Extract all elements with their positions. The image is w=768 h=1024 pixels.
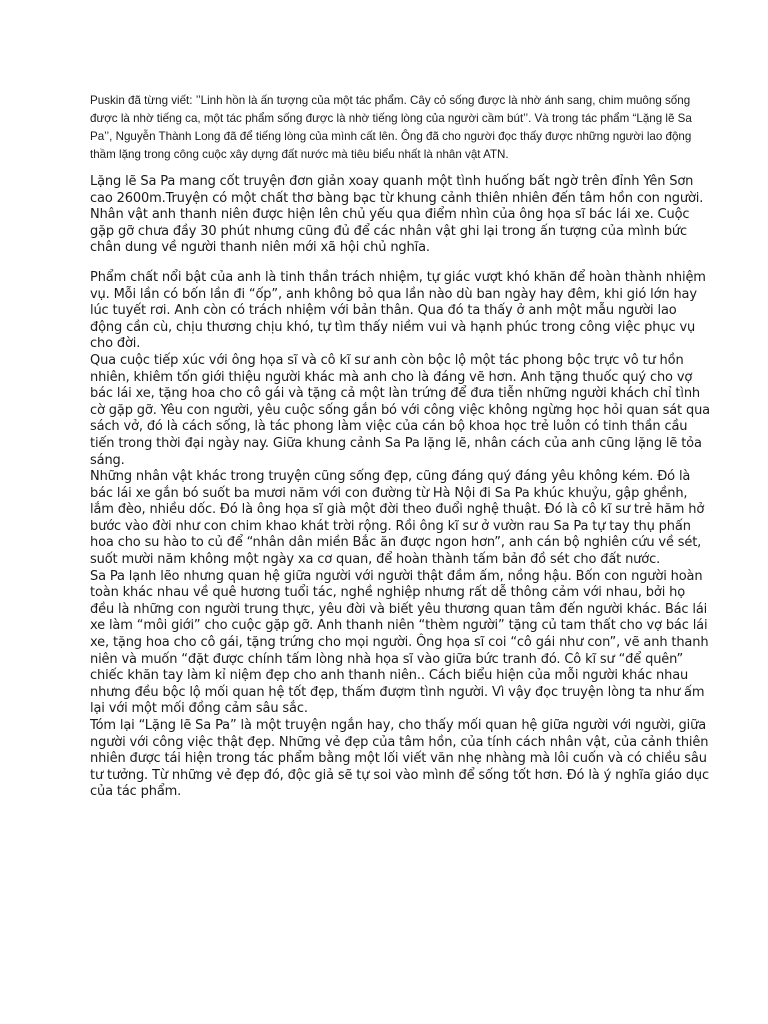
paragraph-conclusion: Tóm lại “Lặng lẽ Sa Pa” là một truyện ngắn hay, cho thấy mối quan hệ giữa người với người, giữa người với công việc thật đẹp. Những vẻ đẹp của tâm hồn, của tính cách nhân vật, của cảnh thiên nhiên được tái hiện trong tác phẩm bằng một lối viết văn nhẹ nhàng mà lôi cuốn và có chiều sâu tư tưởng. Từ những vẻ đẹp đó, độc giả sẽ tự soi vào mình để sống tốt hơn. Đó là ý nghĩa giáo dục của tác phẩm. <box>90 718 710 800</box>
intro-paragraph: Puskin đã từng viết: ’’Linh hồn là ấn tượng của một tác phẩm. Cây cỏ sống được là nhờ ánh sang, chim muông sống được là nhờ tiếng ca, một tác phẩm sống được là nhờ tiếng lòng của người cầm bút’’. Và trong tác phẩm “Lặng lẽ Sa Pa’’, Nguyễn Thành Long đã để tiếng lòng của mình cất lên. Ông đã cho người đọc thấy được những người lao động thầm lặng trong công cuộc xây dựng đất nước mà tiêu biểu nhất là nhân vật ATN. <box>90 94 692 161</box>
paragraph-plot: Lặng lẽ Sa Pa mang cốt truyện đơn giản xoay quanh một tình huống bất ngờ trên đỉnh Yên Sơn cao 2600m.Truyện có một chất thơ bàng bạc từ khung cảnh thiên nhiên đến tâm hồn con người. Nhân vật anh thanh niên được hiện lên chủ yếu qua điểm nhìn của ông họa sĩ bác lái xe. Cuộc gặp gỡ chưa đầy 30 phút nhưng cũng đủ để các nhân vật ghi lại trong ấn tượng của mình bức chân dung về người thanh niên mới xã hội chủ nghĩa. <box>90 174 704 256</box>
document-page <box>90 92 710 801</box>
paragraph-character: Qua cuộc tiếp xúc với ông họa sĩ và cô kĩ sư anh còn bộc lộ một tác phong bộc trực vô tư hồn nhiên, khiêm tốn giới thiệu người khác mà anh cho là đáng vẽ hơn. Anh tặng thuốc quý cho vợ bác lái xe, tặng hoa cho cô gái và tặng cả một làn trứng để đưa tiễn những người khách chỉ tình cờ gặp gỡ. Yêu con người, yêu cuộc sống gắn bó với công việc không ngừng học hỏi quan sát qua sách vở, đó là cách sống, là tác phong làm việc của cán bộ khoa học trẻ luôn có tinh thần cầu tiến trong thời đại ngày nay. Giữa khung cảnh Sa Pa lặng lẽ, nhân cách của anh cũng lặng lẽ tỏa sáng. <box>90 352 710 468</box>
paragraph-relationships: Sa Pa lạnh lẽo nhưng quan hệ giữa người với người thật đầm ấm, nồng hậu. Bốn con người hoàn toàn khác nhau về quê hương tuổi tác, nghề nghiệp nhưng rất dễ thông cảm với nhau, bởi họ đều là những con người trung thực, yêu đời và biết yêu thương quan tâm đến người khác. Bác lái xe làm “môi giới” cho cuộc gặp gỡ. Anh thanh niên “thèm người” tặng củ tam thất cho vợ bác lái xe, tặng hoa cho cô gái, tặng trứng cho mọi người. Ông họa sĩ coi “cô gái như con”, vẽ anh thanh niên và muốn “đặt được chính tấm lòng nhà họa sĩ vào giữa bức tranh đó. Cô kĩ sư “để quên” chiếc khăn tay làm kỉ niệm đẹp cho anh thanh niên.. Cách biểu hiện của mỗi người khác nhau nhưng đều bộc lộ mối quan hệ tốt đẹp, thấm đượm tình người. Vì vậy đọc truyện lòng ta như ấm lại với một mối đồng cảm sâu sắc. <box>90 568 709 717</box>
paragraph-other-characters: Những nhân vật khác trong truyện cũng sống đẹp, cũng đáng quý đáng yêu không kém. Đó là bác lái xe gắn bó suốt ba mươi năm với con đường từ Hà Nội đi Sa Pa khúc khuỷu, gập ghềnh, lắm đèo, nhiều dốc. Đó là ông họa sĩ già một đời theo đuổi nghệ thuật. Đó là cô kĩ sư trẻ hăm hở bước vào đời như con chim khao khát trời rộng. Rồi ông kĩ sư ở vườn rau Sa Pa tự tay thụ phấn hoa cho su hào to củ để “nhân dân miền Bắc ăn được ngon hơn”, anh cán bộ nghiên cứu về sét, suốt mười năm không một ngày xa cơ quan, để hoàn thành tấm bản đồ sét cho đất nước. <box>90 469 705 568</box>
paragraph-responsibility: Phẩm chất nổi bật của anh là tinh thần trách nhiệm, tự giác vượt khó khăn để hoàn thành nhiệm vụ. Mỗi lần có bốn lần đi “ốp”, anh không bỏ qua lần nào dù ban ngày hay đêm, khi gió lớn hay lúc tuyết rơi. Anh còn có trách nhiệm với bản thân. Qua đó ta thấy ở anh một mẫu người lao động cần cù, chịu thương chịu khó, tự tìm thấy niềm vui và hạnh phúc trong công việc phục vụ cho đời. <box>90 269 706 352</box>
